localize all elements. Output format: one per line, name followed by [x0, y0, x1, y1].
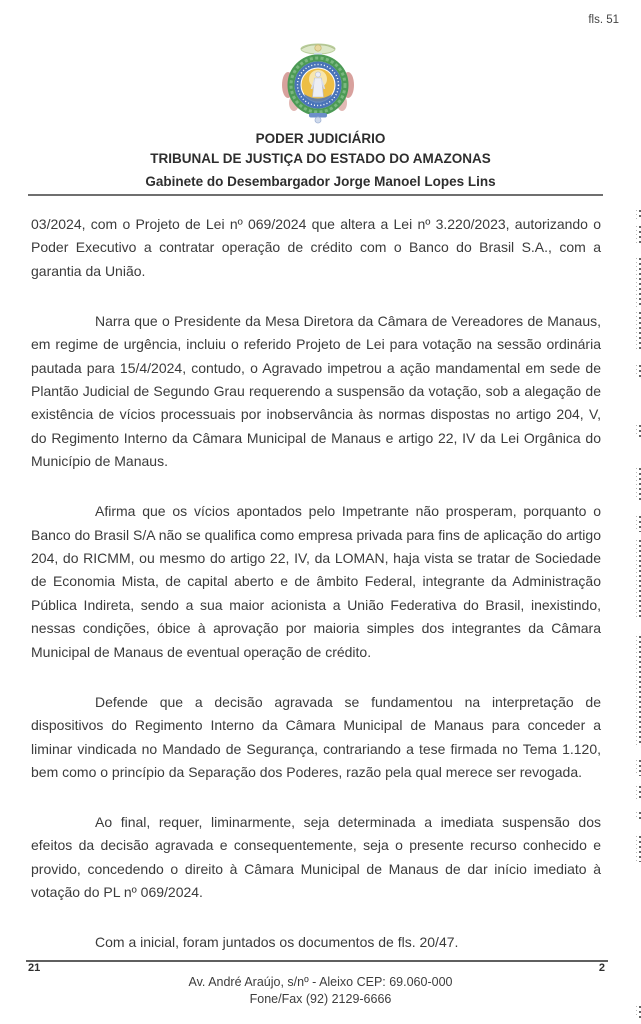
stamp-fragment	[636, 312, 641, 350]
header-office: Gabinete do Desembargador Jorge Manoel Lopes Lins	[145, 174, 496, 189]
coat-of-arms-icon	[278, 41, 358, 125]
page-number-left: 21	[28, 962, 41, 974]
header-divider	[28, 194, 603, 196]
stamp-fragment	[636, 425, 641, 437]
footer-divider	[26, 960, 608, 962]
header-branch: PODER JUDICIÁRIO	[255, 131, 386, 146]
stamp-fragment	[636, 516, 641, 532]
stamp-fragment	[636, 812, 641, 820]
body-paragraph: Ao final, requer, liminarmente, seja determinada a imediata suspensão dos efeitos da decisão agravada e consequentemente, seja o presente recurso conhecido e provido, concedendo o direito à Câmara Municipal de Manaus de dar início imediato à votação do PL nº 069/2024.	[31, 813, 601, 901]
document-body	[31, 213, 601, 955]
body-paragraph: Com a inicial, foram juntados os documentos de fls. 20/47.	[95, 934, 459, 951]
body-paragraph: Afirma que os vícios apontados pelo Impetrante não prosperam, porquanto o Banco do Brasil S/A não se qualifica como empresa privada para fins de aplicação do artigo 204, do RICMM, ou mesmo do artigo 22, IV, da LOMAN, haja vista se tratar de Sociedade de Economia Mista, de capital aberto e de âmbito Federal, integrante da Administração Pública Indireta, sendo a sua maior acionista a União Federativa do Brasil, inexistindo, nessas condições, óbice à aprovação por maioria simples dos integrantes da Câmara Municipal de Manaus de eventual operação de crédito.	[31, 503, 601, 660]
body-paragraph: Defende que a decisão agravada se fundamentou na interpretação de dispositivos do Regimento Interno da Câmara Municipal de Manaus para conceder a liminar vindicada no Mandado de Segurança, contrariando a tese firmada no Tema 1.120, bem como o princípio da Separação dos Poderes, razão pela qual merece ser revogada.	[31, 693, 601, 780]
stamp-fragment	[636, 226, 641, 246]
stamp-fragment	[636, 210, 641, 220]
page-number-right: 2	[598, 962, 605, 974]
stamp-fragment	[636, 258, 641, 308]
header-court: TRIBUNAL DE JUSTIÇA DO ESTADO DO AMAZONAS	[150, 151, 491, 166]
stamp-fragment	[636, 365, 641, 377]
footer-phone: Fone/Fax (92) 2129-6666	[249, 992, 392, 1006]
stamp-fragment	[636, 1006, 641, 1018]
stamp-fragment	[636, 468, 641, 500]
stamp-fragment	[636, 636, 641, 746]
stamp-fragment	[636, 540, 641, 620]
tjam-coat-of-arms-emblem	[278, 41, 358, 125]
stamp-fragment	[636, 836, 641, 862]
body-paragraph: Narra que o Presidente da Mesa Diretora da Câmara de Vereadores de Manaus, em regime de urgência, incluiu o referido Projeto de Lei para votação na sessão ordinária pautada para 15/4/2024, contudo, o Agravado impetrou a ação mandamental em sede de Plantão Judicial de Segundo Grau requerendo a suspensão da votação, sob a alegação de existência de vícios processuais por inobservância às normas dispostas no artigo 204, V, do Regimento Interno da Câmara Municipal de Manaus e artigo 22, IV da Lei Orgânica do Município de Manaus.	[31, 312, 601, 470]
body-paragraph: 03/2024, com o Projeto de Lei nº 069/2024 que altera a Lei nº 3.220/2023, autorizando o Poder Executivo a contratar operação de crédito com o Banco do Brasil S.A., com a garantia da União.	[31, 216, 601, 279]
footer-address: Av. André Araújo, s/nº - Aleixo CEP: 69.060-000	[188, 975, 453, 989]
stamp-fragment	[636, 760, 641, 776]
folio-number: fls. 51	[588, 14, 619, 26]
stamp-fragment	[636, 786, 641, 800]
